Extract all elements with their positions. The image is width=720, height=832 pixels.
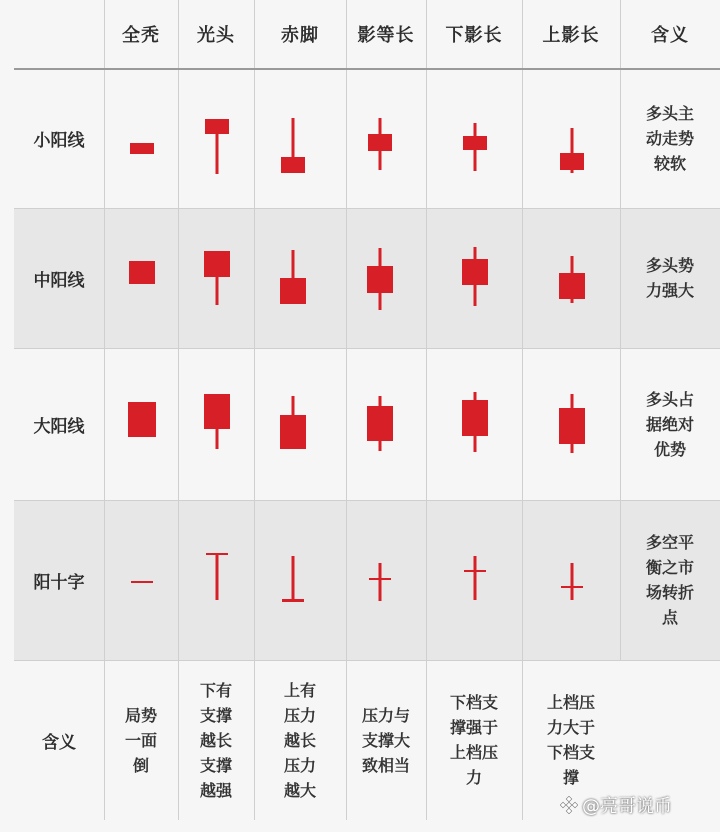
candle-body <box>205 119 229 134</box>
candle-body <box>367 406 393 441</box>
candle-body <box>367 266 393 293</box>
candlestick <box>462 392 488 452</box>
col-meaning-text: 压力与支撑大致相当 <box>361 705 410 775</box>
candlestick <box>462 247 488 306</box>
candlestick <box>205 119 229 174</box>
candlestick <box>206 553 228 600</box>
candlestick <box>560 128 584 173</box>
col-meaning-text: 下档支撑强于上档压力 <box>449 693 498 787</box>
candlestick-table <box>14 0 720 832</box>
col-meaning-text: 上有压力越长压力越大 <box>283 680 316 800</box>
header-col-yingdengchang: 影等长 <box>357 25 415 46</box>
candle-body <box>204 394 230 429</box>
candlestick <box>131 581 153 583</box>
candle-body <box>204 251 230 277</box>
candle-body <box>280 415 306 449</box>
candle-body <box>559 273 585 299</box>
candle-body <box>464 570 486 572</box>
col-meaning-text: 下有支撑越长支撑越强 <box>199 680 232 800</box>
candlestick <box>559 256 585 303</box>
candle-body <box>281 157 305 173</box>
candlestick <box>464 556 486 600</box>
candlestick <box>281 118 305 173</box>
candlestick <box>128 402 156 437</box>
candlestick <box>129 261 155 284</box>
candlestick <box>369 563 391 601</box>
candle-body <box>560 153 584 170</box>
candle-body <box>463 136 487 150</box>
candle-body <box>282 599 304 602</box>
candlestick-layer <box>14 0 720 832</box>
row-meaning-text: 多头占据绝对优势 <box>645 389 694 459</box>
header-col-quantu: 全秃 <box>122 25 160 46</box>
row-meaning-text: 多头势力强大 <box>645 256 694 300</box>
candle-body <box>206 553 228 555</box>
candle-body <box>561 586 583 588</box>
candlestick <box>280 250 306 304</box>
candle-body <box>280 278 306 304</box>
candlestick <box>280 396 306 449</box>
row-label-large-yang: 大阳线 <box>33 416 85 437</box>
candle-body <box>131 581 153 583</box>
candle-wick <box>292 556 295 602</box>
candlestick <box>204 394 230 449</box>
header-col-xiayingchang: 下影长 <box>445 25 503 46</box>
candlestick <box>463 123 487 171</box>
candle-body <box>462 400 488 436</box>
row-meaning-text: 多头主动走势较软 <box>645 103 694 173</box>
candle-wick <box>571 563 574 600</box>
row-label-small-yang: 小阳线 <box>33 130 85 151</box>
candle-body <box>129 261 155 284</box>
candle-body <box>559 408 585 444</box>
watermark-text: @亮哥说币 <box>582 796 672 817</box>
candlestick <box>559 394 585 453</box>
candle-wick <box>379 563 382 601</box>
candlestick <box>561 563 583 600</box>
header-col-shangyingchang: 上影长 <box>542 25 600 46</box>
col-meaning-text: 局势一面倒 <box>124 705 157 775</box>
binance-logo-icon <box>560 796 578 814</box>
candle-body <box>130 143 154 154</box>
header-col-guangtou: 光头 <box>197 25 235 46</box>
candlestick <box>368 118 392 170</box>
candle-wick <box>216 553 219 600</box>
candle-wick <box>474 556 477 600</box>
row-label-meaning: 含义 <box>42 732 76 753</box>
header-col-chijiao: 赤脚 <box>281 25 319 46</box>
candlestick <box>367 396 393 451</box>
watermark <box>560 792 672 818</box>
candlestick <box>367 248 393 310</box>
candle-body <box>368 134 392 151</box>
row-meaning-text: 多空平衡之市场转折点 <box>645 533 694 627</box>
row-label-medium-yang: 中阳线 <box>33 270 85 291</box>
candle-body <box>462 259 488 285</box>
candlestick <box>282 556 304 602</box>
candlestick <box>130 143 154 154</box>
header-col-meaning: 含义 <box>651 25 689 46</box>
candle-body <box>128 402 156 437</box>
row-label-yang-cross: 阳十字 <box>33 572 85 593</box>
candlestick <box>204 251 230 305</box>
col-meaning-text: 上档压力大于下档支撑 <box>546 693 595 787</box>
candle-body <box>369 578 391 580</box>
